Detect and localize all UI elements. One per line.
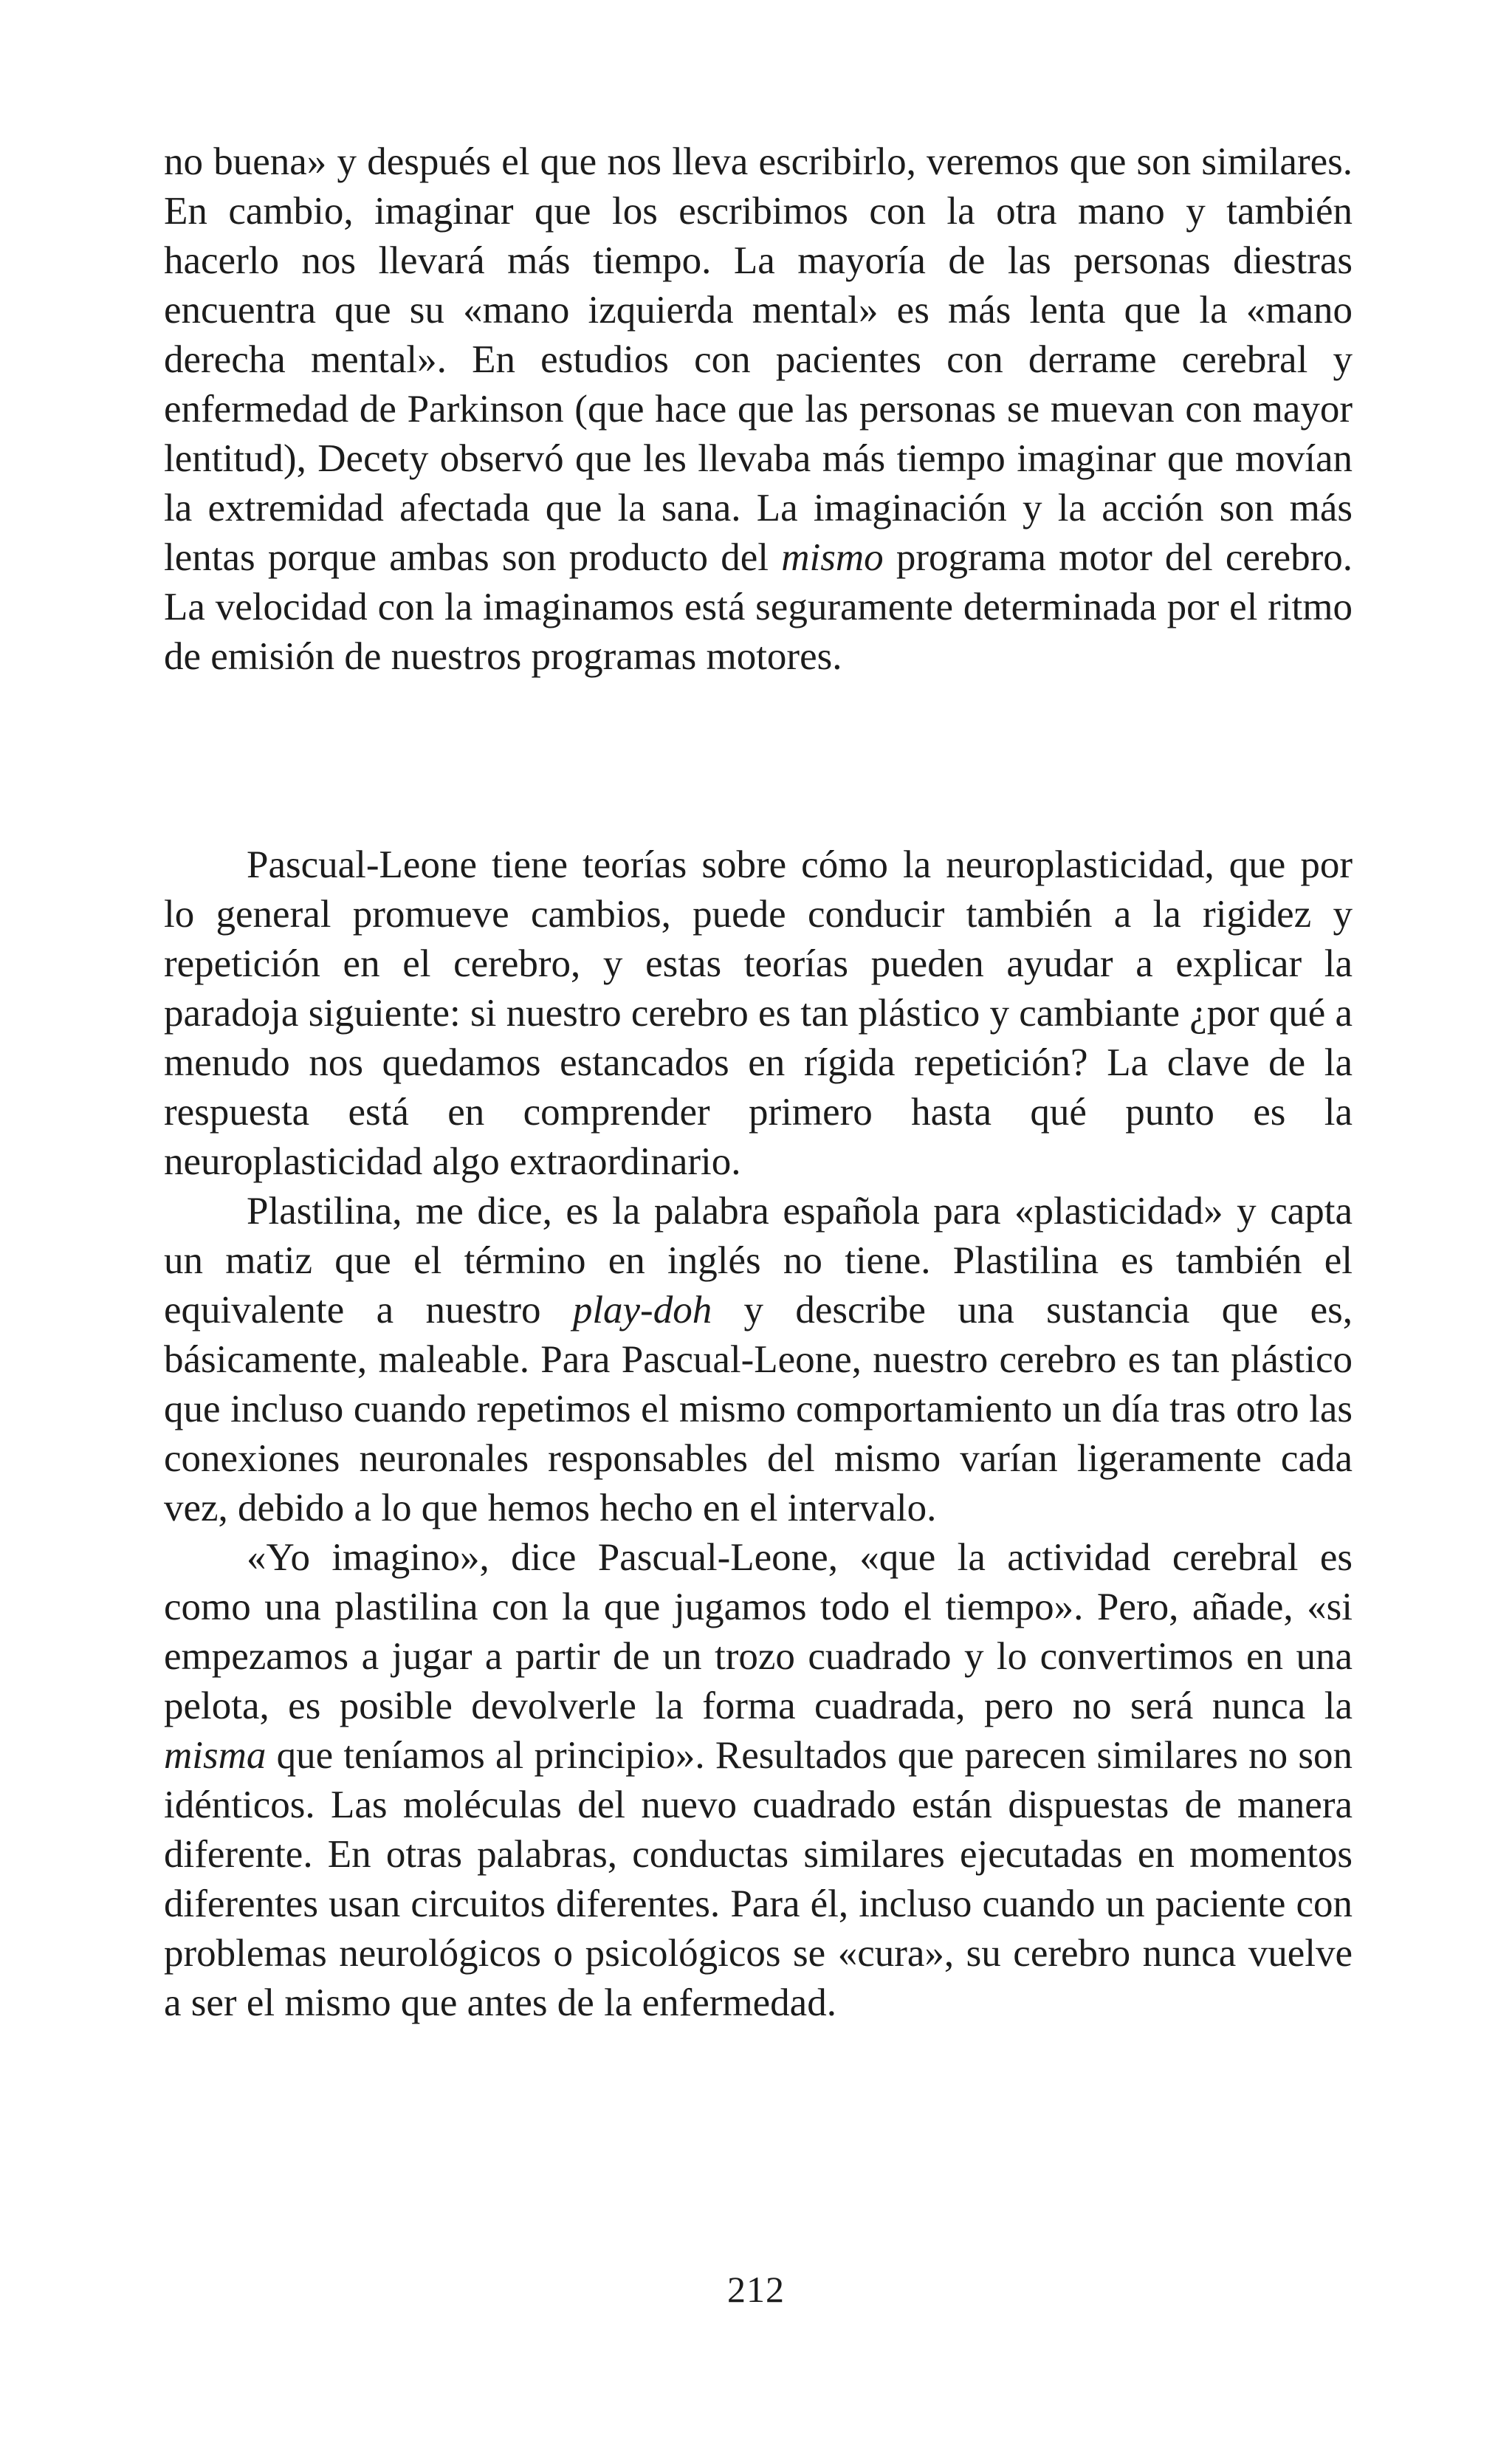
paragraph: [164, 1533, 1353, 2028]
italic-text: misma: [164, 1734, 267, 1777]
text-segment: y describe una sustancia que es, básicamente, maleable. Para Pascual-Leone, nuestro cerebro es tan plástico que incluso cuando repetimos el mismo comportamiento un día tras otro las conexiones neuronales responsables del mismo varían ligeramente cada vez, debido a lo que hemos hecho en el intervalo.: [164, 1289, 1353, 1529]
text-segment: programa motor del cerebro. La velocidad con la imaginamos está seguramente determinada por el ritmo de emisión de nuestros programas motores.: [164, 536, 1353, 678]
paragraph: [164, 840, 1353, 1187]
italic-text: play-doh: [572, 1289, 712, 1332]
paragraph: [164, 137, 1353, 682]
paragraph: [164, 1187, 1353, 1533]
text-segment: no buena» y después el que nos lleva escribirlo, veremos que son similares. En cambio, imaginar que los escribimos con la otra mano y también hacerlo nos llevará más tiempo. La mayoría de las personas diestras encuentra que su «mano izquierda mental» es más lenta que la «mano derecha mental». En estudios con pacientes con derrame cerebral y enfermedad de Parkinson (que hace que las personas se muevan con mayor lentitud), Decety observó que les llevaba más tiempo imaginar que movían la extremidad afectada que la sana. La imaginación y la acción son más lentas porque ambas son producto del: [164, 140, 1353, 579]
page-number: 212: [727, 2269, 785, 2310]
text-block-top: [164, 137, 1353, 682]
text-segment: «Yo imagino», dice Pascual-Leone, «que la actividad cerebral es como una plastilina con la que jugamos todo el tiempo». Pero, añade, «si empezamos a jugar a partir de un trozo cuadrado y lo convertimos en una pelota, es posible devolverle la forma cuadrada, pero no será nunca la: [164, 1536, 1353, 1727]
text-block-main: [164, 840, 1353, 2028]
text-segment: Pascual-Leone tiene teorías sobre cómo la neuroplasticidad, que por lo general promueve cambios, puede conducir también a la rigidez y repetición en el cerebro, y estas teorías pueden ayudar a explicar la paradoja siguiente: si nuestro cerebro es tan plástico y cambiante ¿por qué a menudo nos quedamos estancados en rígida repetición? La clave de la respuesta está en comprender primero hasta qué punto es la neuroplasticidad algo extraordinario.: [164, 843, 1353, 1183]
italic-text: mismo: [781, 536, 884, 579]
text-segment: que teníamos al principio». Resultados que parecen similares no son idénticos. Las moléculas del nuevo cuadrado están dispuestas de manera diferente. En otras palabras, conductas similares ejecutadas en momentos diferentes usan circuitos diferentes. Para él, incluso cuando un paciente con problemas neurológicos o psicológicos se «cura», su cerebro nunca vuelve a ser el mismo que antes de la enfermedad.: [164, 1734, 1353, 2024]
text-segment: Plastilina, me dice, es la palabra española para «plasticidad» y capta un matiz que el término en inglés no tiene. Plastilina es también el equivalente a nuestro: [164, 1190, 1353, 1332]
